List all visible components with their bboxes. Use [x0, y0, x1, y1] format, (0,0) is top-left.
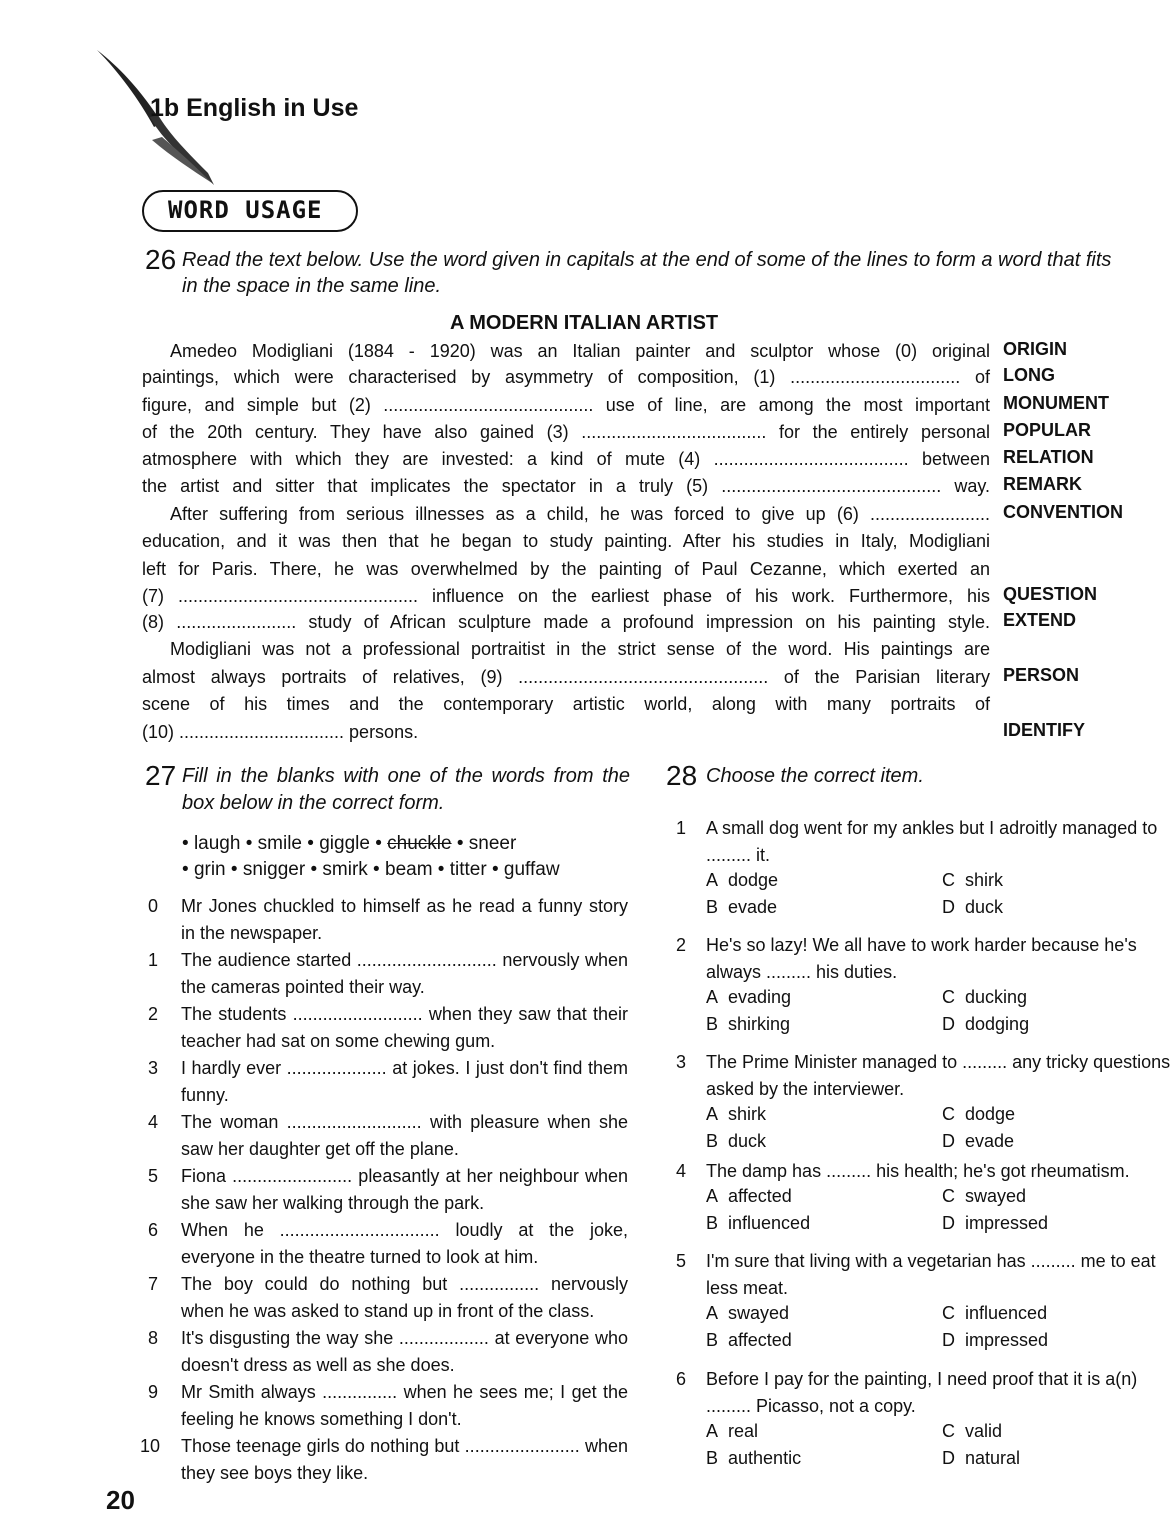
passage-line: (10) ................................. persons.	[142, 722, 419, 742]
item-text: The audience started ............................ nervously when the cameras pointed their way.	[181, 950, 628, 997]
option-c: C valid	[942, 1421, 1003, 1441]
option-text: affected	[728, 1186, 792, 1206]
option-text: impressed	[965, 1213, 1049, 1233]
passage-line: Amedeo Modigliani (1884 - 1920) was an Italian painter and sculptor whose (0) original	[170, 341, 990, 361]
option-text: natural	[965, 1448, 1021, 1468]
section-title: WORD USAGE	[168, 196, 323, 224]
word-option: laugh	[193, 833, 241, 854]
passage-line: the artist and sitter that implicates the spectator in a truly (5) ............................................ way.	[142, 476, 990, 496]
option-b: B duck	[706, 1131, 767, 1151]
passage-heading: A MODERN ITALIAN ARTIST	[450, 312, 719, 334]
word-option: snigger	[242, 859, 306, 880]
option-text: swayed	[728, 1303, 790, 1323]
item-text: It's disgusting the way she .................. at everyone who doesn't dress as well as she does.	[181, 1328, 628, 1375]
option-b: B shirking	[706, 1014, 791, 1034]
item-number: 6	[148, 1220, 159, 1240]
word-option: giggle	[319, 833, 370, 854]
keyword: POPULAR	[1003, 420, 1092, 440]
option-text: dodge	[728, 870, 779, 890]
option-c: C dodge	[942, 1104, 1016, 1124]
question-number: 5	[676, 1251, 687, 1271]
passage-line: After suffering from serious illnesses as a child, he was forced to give up (6) ........................	[170, 504, 990, 524]
item-text: Fiona ........................ pleasantly at her neighbour when she saw her walking through the park.	[181, 1166, 628, 1213]
option-text: dodge	[965, 1104, 1016, 1124]
option-d: D duck	[942, 897, 1004, 917]
word-option: sneer	[468, 833, 517, 854]
item-text: The woman ........................... with pleasure when she saw her daughter get off the plane.	[181, 1112, 628, 1159]
item-text: The boy could do nothing but ................ nervously when he was asked to stand up in front of the class.	[181, 1274, 628, 1321]
passage-line: education, and it was then that he began to study painting. After his studies in Italy, Modigliani	[142, 531, 990, 551]
question-text: The damp has ......... his health; he's got rheumatism.	[706, 1161, 1130, 1181]
option-text: evading	[728, 987, 792, 1007]
word-option: titter	[449, 859, 487, 880]
option-c: C shirk	[942, 870, 1004, 890]
word-box-row: • laugh • smile • giggle • chuckle • sneer	[182, 833, 517, 854]
question-number: 2	[676, 935, 687, 955]
option-text: valid	[965, 1421, 1003, 1441]
keyword: MONUMENT	[1003, 393, 1109, 413]
option-d: D dodging	[942, 1014, 1030, 1034]
word-option: guffaw	[503, 859, 560, 880]
option-d: D natural	[942, 1448, 1021, 1468]
item-number: 9	[148, 1382, 159, 1402]
question-text: He's so lazy! We all have to work harder because he's always ......... his duties.	[706, 935, 1137, 982]
exercise-27-number: 27	[145, 760, 177, 791]
option-text: authentic	[728, 1448, 802, 1468]
option-c: C influenced	[942, 1303, 1048, 1323]
item-number: 0	[148, 896, 159, 916]
item-number: 10	[140, 1436, 161, 1456]
item-text: Mr Smith always ............... when he sees me; I get the feeling he knows something I don't.	[181, 1382, 628, 1429]
item-number: 5	[148, 1166, 159, 1186]
item-number: 1	[148, 950, 159, 970]
option-b: B influenced	[706, 1213, 811, 1233]
exercise-27-instruction-cont: box below in the correct form.	[182, 792, 445, 814]
option-text: evade	[965, 1131, 1015, 1151]
option-d: D evade	[942, 1131, 1015, 1151]
keyword: LONG	[1003, 365, 1055, 385]
item-number: 2	[148, 1004, 159, 1024]
item-number: 7	[148, 1274, 159, 1294]
word-option: smile	[257, 833, 302, 854]
question-number: 3	[676, 1052, 687, 1072]
item-number: 8	[148, 1328, 159, 1348]
option-text: shirk	[728, 1104, 767, 1124]
question-number: 1	[676, 818, 687, 838]
keyword: REMARK	[1003, 474, 1082, 494]
option-a: A swayed	[706, 1303, 790, 1323]
exercise-26-number: 26	[145, 244, 177, 275]
option-d: D impressed	[942, 1330, 1049, 1350]
keyword: RELATION	[1003, 447, 1094, 467]
option-a: A affected	[706, 1186, 792, 1206]
option-text: influenced	[965, 1303, 1048, 1323]
option-d: D impressed	[942, 1213, 1049, 1233]
question-text: Before I pay for the painting, I need proof that it is a(n) ......... Picasso, not a copy.	[706, 1369, 1138, 1416]
option-text: swayed	[965, 1186, 1027, 1206]
word-option: beam	[385, 859, 433, 880]
word-option-struck: chuckle	[387, 833, 452, 854]
option-a: A shirk	[706, 1104, 767, 1124]
option-b: B evade	[706, 897, 778, 917]
word-option: smirk	[322, 859, 368, 880]
passage-line: scene of his times and the contemporary artistic world, along with many portraits of	[142, 694, 990, 714]
item-text: I hardly ever .................... at jokes. I just don't find them funny.	[181, 1058, 628, 1105]
passage-line: (8) ........................ study of African sculpture made a profound impression on his painting style.	[142, 612, 990, 632]
passage-line: almost always portraits of relatives, (9) .................................................. of the Parisian literary	[142, 667, 990, 687]
passage-line: of the 20th century. They have also gained (3) ..................................... for the entirely personal	[142, 422, 990, 442]
passage-line: figure, and simple but (2) .......................................... use of line, are among the most important	[142, 395, 990, 415]
option-text: evade	[728, 897, 778, 917]
option-a: A real	[706, 1421, 759, 1441]
exercise-28-instruction: Choose the correct item.	[706, 765, 924, 787]
option-c: C ducking	[942, 987, 1028, 1007]
page-number: 20	[106, 1485, 135, 1515]
exercise-26-instruction: Read the text below. Use the word given in capitals at the end of some of the lines to form a word that fits	[182, 249, 1112, 271]
passage-line: left for Paris. There, he was overwhelmed by the painting of Paul Cezanne, which exerted an	[142, 559, 990, 579]
keyword: PERSON	[1003, 665, 1080, 685]
keyword: CONVENTION	[1003, 502, 1124, 522]
option-text: duck	[728, 1131, 767, 1151]
exercise-28-number: 28	[666, 760, 698, 791]
passage-line: Modigliani was not a professional portraitist in the strict sense of the word. His paintings are	[170, 639, 990, 659]
exercise-26-instruction-cont: in the space in the same line.	[182, 275, 442, 297]
option-text: duck	[965, 897, 1004, 917]
item-text: The students .......................... when they saw that their teacher had sat on some chewing gum.	[181, 1004, 628, 1051]
option-c: C swayed	[942, 1186, 1027, 1206]
option-text: affected	[728, 1330, 792, 1350]
item-text: Those teenage girls do nothing but ....................... when they see boys they like.	[181, 1436, 628, 1483]
keyword: IDENTIFY	[1003, 720, 1086, 740]
item-text: Mr Jones chuckled to himself as he read a funny story in the newspaper.	[181, 896, 628, 943]
question-text: The Prime Minister managed to ......... any tricky questions asked by the interviewer.	[706, 1052, 1171, 1099]
option-text: dodging	[965, 1014, 1030, 1034]
option-text: real	[728, 1421, 759, 1441]
exercise-27-instruction: Fill in the blanks with one of the words from the	[182, 765, 630, 787]
passage-line: (7) ................................................ influence on the earliest phase of his work. Furthermore, his	[142, 586, 990, 606]
keyword: EXTEND	[1003, 610, 1077, 630]
word-box-row: • grin • snigger • smirk • beam • titter • guffaw	[182, 859, 560, 880]
word-option: grin	[193, 859, 226, 880]
option-a: A evading	[706, 987, 792, 1007]
question-text: I'm sure that living with a vegetarian has ......... me to eat less meat.	[706, 1251, 1156, 1298]
option-b: B authentic	[706, 1448, 802, 1468]
item-text: When he ................................ loudly at the joke, everyone in the theatre turned to look at him.	[181, 1220, 628, 1267]
question-number: 6	[676, 1369, 687, 1389]
option-b: B affected	[706, 1330, 792, 1350]
option-text: influenced	[728, 1213, 811, 1233]
item-number: 3	[148, 1058, 159, 1078]
option-text: shirk	[965, 870, 1004, 890]
question-number: 4	[676, 1161, 687, 1181]
page-title: 1b English in Use	[150, 94, 359, 122]
option-text: shirking	[728, 1014, 791, 1034]
question-text: A small dog went for my ankles but I adroitly managed to ......... it.	[706, 818, 1158, 865]
keyword: ORIGIN	[1003, 339, 1068, 359]
option-a: A dodge	[706, 870, 779, 890]
keyword: QUESTION	[1003, 584, 1098, 604]
option-text: ducking	[965, 987, 1028, 1007]
item-number: 4	[148, 1112, 159, 1132]
passage-line: atmosphere with which they are invested: a kind of mute (4) ....................................... between	[142, 449, 990, 469]
passage-line: paintings, which were characterised by asymmetry of composition, (1) .................................. of	[142, 367, 990, 387]
option-text: impressed	[965, 1330, 1049, 1350]
